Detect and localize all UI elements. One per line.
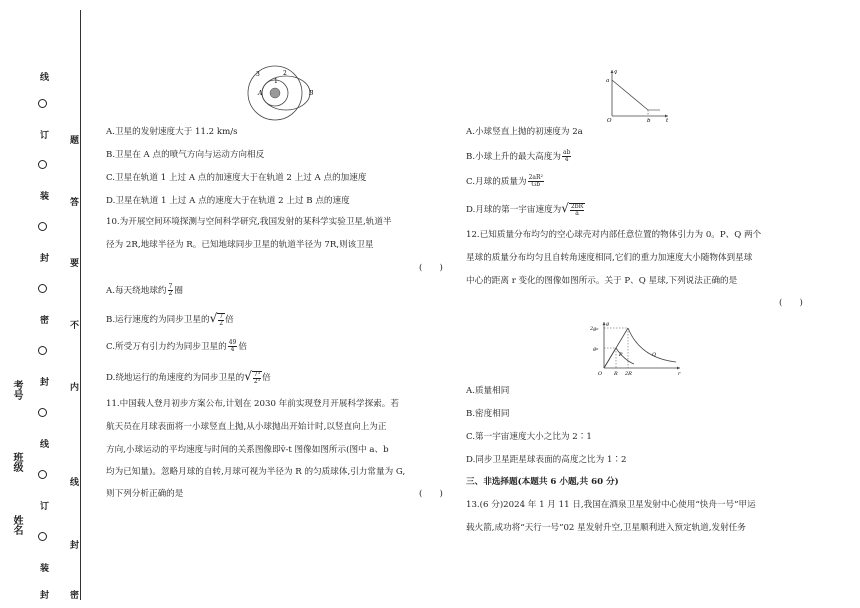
margin-label: 封 <box>38 253 48 262</box>
binding-circle <box>38 99 47 108</box>
margin-label: 题 <box>68 135 78 144</box>
binding-circle <box>38 470 47 479</box>
binding-circle <box>38 222 47 231</box>
margin-label: 线 <box>38 439 48 448</box>
margin-label: 不 <box>68 320 78 329</box>
margin-label: 装 <box>38 191 48 200</box>
margin-label: 答 <box>68 197 78 206</box>
q12-option-c: C.第一宇宙速度大小之比为 2∶1 <box>466 432 592 442</box>
q11-text: 11.中国载人登月初步方案公布,计划在 2030 年前实现登月开展科学探索。若 <box>106 399 399 409</box>
svg-text:1: 1 <box>274 78 278 85</box>
class-label: 班级 <box>11 452 22 472</box>
margin-label: 封 <box>38 377 48 386</box>
gravity-distance-diagram <box>588 318 686 378</box>
q10-option-c: C.所受万有引力约为同步卫星的 $\frac{49}{4}$ 倍 <box>106 339 247 353</box>
q12-option-a: A.质量相同 <box>466 386 510 396</box>
margin-label: 密 <box>68 590 78 599</box>
binding-circle <box>38 284 47 293</box>
binding-circle <box>38 160 47 169</box>
margin-label: 线 <box>38 72 48 81</box>
q11-text: 则下列分析正确的是 <box>106 489 184 499</box>
answer-bracket: ( ) <box>419 489 443 499</box>
margin-label: 内 <box>68 382 78 391</box>
q11-option-a: A.小球竖直上抛的初速度为 2a <box>466 127 583 137</box>
q10-option-a: A.每天绕地球约 $\frac{7}{2}$ 圈 <box>106 283 183 297</box>
q9-option-d: D.卫星在轨道 1 上过 A 点的速度大于在轨道 2 上过 B 点的速度 <box>106 196 350 206</box>
section-title: 三、非选择题(本题共 6 小题,共 60 分) <box>466 477 619 487</box>
q12-option-b: B.密度相同 <box>466 409 510 419</box>
q11-option-b: B.小球上升的最大高度为 $\frac{ab}{4}$ <box>466 149 571 163</box>
orbit-diagram <box>240 62 320 122</box>
svg-text:b: b <box>647 118 651 122</box>
answer-bracket: ( ) <box>779 298 803 308</box>
q11-option-d: D.月球的第一宇宙速度为√ $\frac{2bR}{a}$ <box>466 201 584 217</box>
svg-text:3: 3 <box>256 71 260 78</box>
svg-text:2g₀: 2g₀ <box>590 326 599 332</box>
svg-text:g: g <box>606 321 610 327</box>
margin-label: 线 <box>68 477 78 486</box>
margin-label: 订 <box>38 501 48 510</box>
q12-text: 中心的距离 r 变化的图像如图所示。关于 P、Q 星球,下列说法正确的是 <box>466 276 738 286</box>
binding-circle <box>38 408 47 417</box>
q11-option-c: C.月球的质量为 $\frac{\text{2aR²}}{Gb}$ <box>466 174 543 188</box>
svg-text:R: R <box>614 371 618 377</box>
q13-text: 载火箭,成功将“天行一号”02 星发射升空,卫星顺利进入预定轨道,发射任务 <box>466 523 746 533</box>
svg-text:v̄: v̄ <box>614 70 618 76</box>
q11-text: 航天员在月球表面将一小球竖直上抛,从小球抛出开始计时,以竖直向上为正 <box>106 422 387 432</box>
svg-text:2R: 2R <box>625 371 632 377</box>
svg-text:a: a <box>606 78 610 84</box>
q10-option-b: B.运行速度约为同步卫星的√ $\frac{7}{2}$ 倍 <box>106 311 234 327</box>
q11-text: 方向,小球运动的平均速度与时间的关系图像即v̄-t 图像如图所示(图中 a、b <box>106 445 389 455</box>
q12-option-d: D.同步卫星距星球表面的高度之比为 1∶2 <box>466 455 627 465</box>
q13-text: 13.(6 分)2024 年 1 月 11 日,我国在酒泉卫星发射中心使用“快舟一号”甲运 <box>466 500 756 510</box>
q12-text: 12.已知质量分布均匀的空心球壳对内部任意位置的物体引力为 0。P、Q 两个 <box>466 230 762 240</box>
q9-option-a: A.卫星的发射速度大于 11.2 km/s <box>106 127 238 137</box>
svg-text:O: O <box>607 118 612 122</box>
margin-label: 装 <box>38 563 48 572</box>
margin-label: 封 <box>68 540 78 549</box>
svg-text:r: r <box>678 371 681 377</box>
svg-text:P: P <box>619 352 623 358</box>
q12-text: 星球的质量分布均匀且自转角速度相同,它们的重力加速度大小随物体到星球 <box>466 253 753 263</box>
margin-label: 封 <box>38 590 48 599</box>
binding-circle <box>38 346 47 355</box>
answer-bracket: ( ) <box>419 263 443 273</box>
velocity-time-diagram <box>600 66 672 122</box>
binding-line <box>80 10 81 600</box>
q11-text: 均为已知量)。忽略月球的自转,月球可视为半径为 R 的匀质球体,引力常量为 G, <box>106 467 406 477</box>
svg-text:g₀: g₀ <box>593 346 599 352</box>
q10-text: 10.为开展空间环境探测与空间科学研究,我国发射的某科学实验卫星,轨道半 <box>106 217 392 227</box>
q10-text: 径为 2R,地球半径为 R。已知地球同步卫星的轨道半径为 7R,则该卫星 <box>106 240 374 250</box>
svg-text:Q: Q <box>652 352 657 358</box>
svg-text:2: 2 <box>283 70 287 77</box>
q9-option-c: C.卫星在轨道 1 上过 A 点的加速度大于在轨道 2 上过 A 点的加速度 <box>106 173 367 183</box>
exam-number-label: 考号 <box>11 380 22 400</box>
name-label: 姓名 <box>11 515 22 535</box>
margin-label: 要 <box>68 258 78 267</box>
svg-text:t: t <box>666 118 669 122</box>
binding-circle <box>38 532 47 541</box>
svg-text:B: B <box>309 90 314 97</box>
binding-margin <box>0 0 82 608</box>
svg-text:O: O <box>598 371 603 377</box>
q10-option-d: D.绕地运行的角速度约为同步卫星的√ $\frac{\text{7³}}{\text{2³}}$ 倍 <box>106 369 271 385</box>
svg-text:A: A <box>258 90 263 97</box>
margin-label: 密 <box>38 315 48 324</box>
q9-option-b: B.卫星在 A 点的喷气方向与运动方向相反 <box>106 150 265 160</box>
margin-label: 订 <box>38 130 48 139</box>
